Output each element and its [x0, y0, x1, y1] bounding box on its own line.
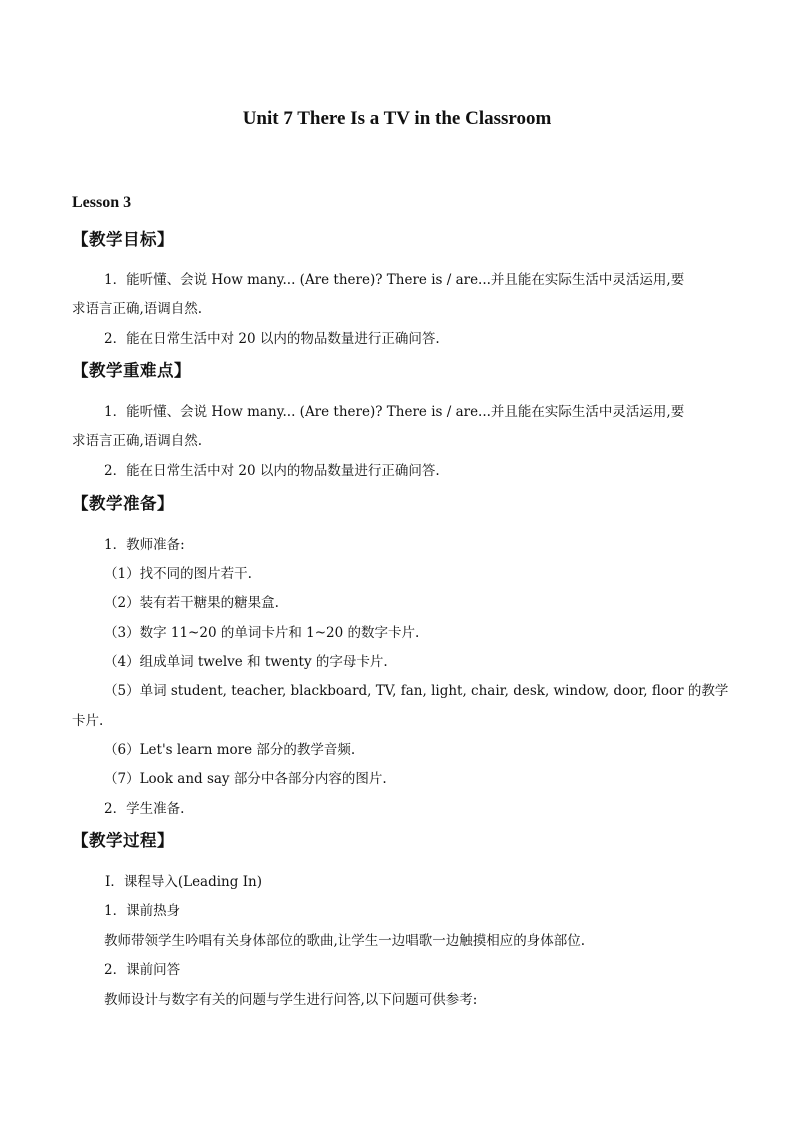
prep-item-6: （6）Let's learn more 部分的教学音频.: [104, 742, 356, 758]
student-preparation: 2．学生准备.: [104, 801, 185, 817]
key-points-heading: 【教学重难点】: [72, 361, 191, 380]
prep-item-5: （5）单词 student, teacher, blackboard, TV, fan, light, chair, desk, window, door, floor 的教学: [104, 683, 729, 699]
process-heading: 【教学过程】: [72, 831, 174, 850]
key-point-item-1-cont: 求语言正确,语调自然.: [72, 433, 203, 449]
objective-item-1-cont: 求语言正确,语调自然.: [72, 301, 203, 317]
prep-item-3: （3）数字 11~20 的单词卡片和 1~20 的数字卡片.: [104, 625, 420, 641]
qa-label: 2．课前问答: [104, 962, 181, 978]
prep-item-5-cont: 卡片.: [72, 713, 104, 729]
key-point-item-2: 2．能在日常生活中对 20 以内的物品数量进行正确问答.: [104, 463, 440, 479]
warmup-label: 1．课前热身: [104, 903, 181, 919]
warmup-text: 教师带领学生吟唱有关身体部位的歌曲,让学生一边唱歌一边触摸相应的身体部位.: [104, 933, 586, 949]
prep-item-2: （2）装有若干糖果的糖果盒.: [104, 595, 279, 611]
objective-item-1: 1．能听懂、会说 How many... (Are there)? There is / are...并且能在实际生活中灵活运用,要: [104, 272, 685, 288]
prep-item-7: （7）Look and say 部分中各部分内容的图片.: [104, 771, 387, 787]
objectives-heading: 【教学目标】: [72, 230, 174, 249]
document-title: Unit 7 There Is a TV in the Classroom: [242, 108, 552, 129]
preparation-heading: 【教学准备】: [72, 494, 174, 513]
qa-text: 教师设计与数字有关的问题与学生进行问答,以下问题可供参考:: [104, 992, 478, 1008]
lesson-label: Lesson 3: [72, 194, 132, 211]
teacher-preparation: 1．教师准备:: [104, 537, 185, 553]
prep-item-1: （1）找不同的图片若干.: [104, 566, 252, 582]
prep-item-4: （4）组成单词 twelve 和 twenty 的字母卡片.: [104, 654, 388, 670]
key-point-item-1: 1．能听懂、会说 How many... (Are there)? There is / are...并且能在实际生活中灵活运用,要: [104, 404, 685, 420]
objective-item-2: 2．能在日常生活中对 20 以内的物品数量进行正确问答.: [104, 331, 440, 347]
process-part-1: Ⅰ．课程导入(Leading In): [105, 874, 262, 890]
